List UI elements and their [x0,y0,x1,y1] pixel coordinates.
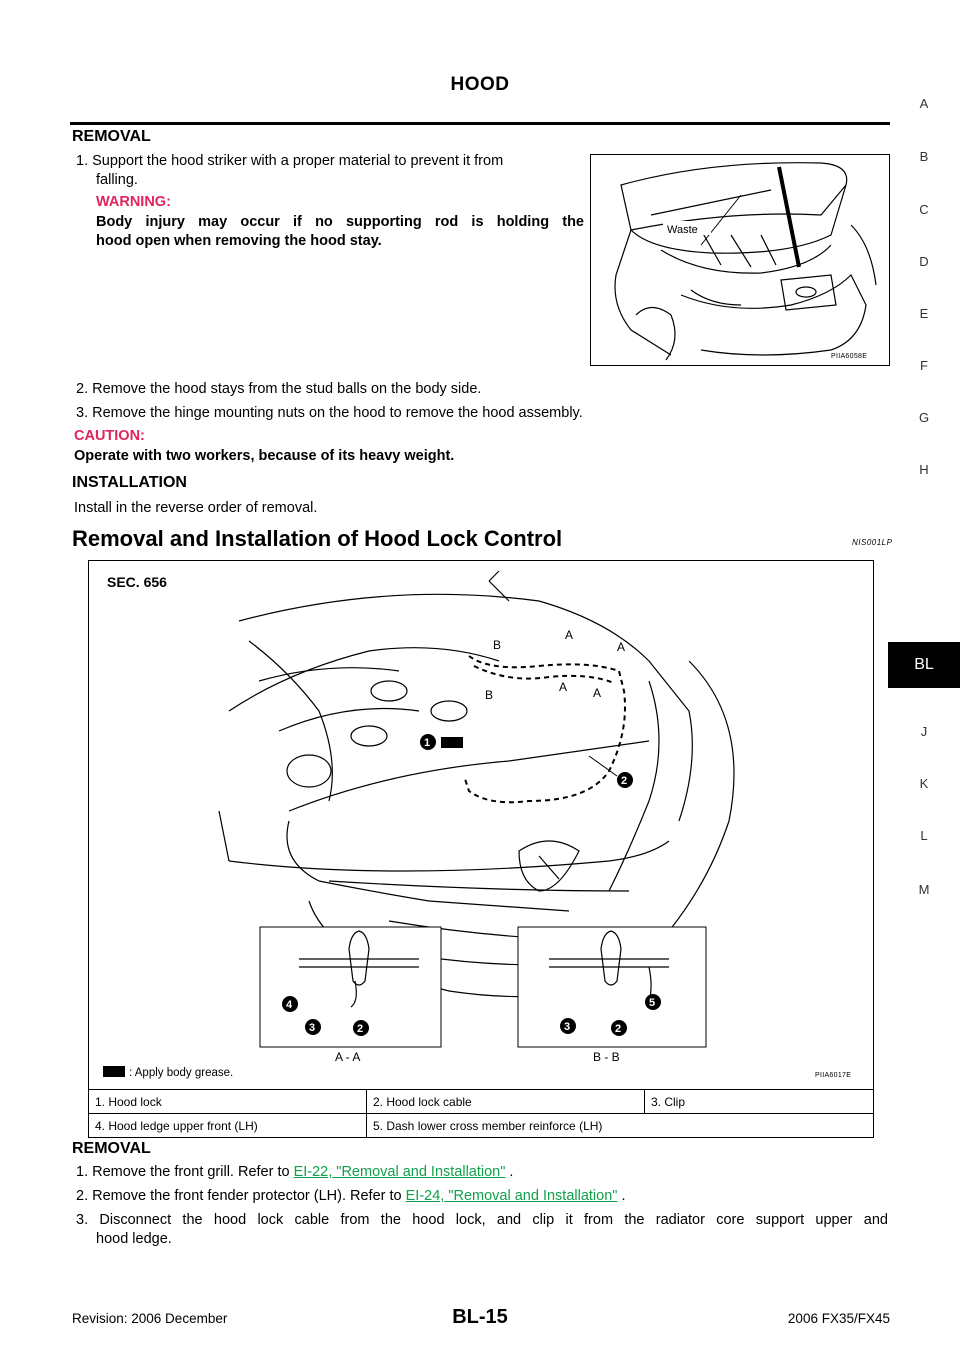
header-rule [70,122,890,125]
removal-step-1-cont: falling. [96,172,138,188]
side-tab-b[interactable]: B [919,149,929,164]
legend-cell: 5. Dash lower cross member reinforce (LH) [367,1114,874,1138]
sec-label: SEC. 656 [107,574,167,590]
view-bb-label: B - B [593,1050,620,1064]
removal2-step-3: 3. Disconnect the hood lock cable from the hood lock, and clip it from the radiator core support upper and [76,1212,888,1228]
removal2-step-1 [76,1163,513,1182]
letter-a-2: A [617,640,626,654]
callout-3-aa: 3 [309,1022,316,1034]
footer-page-number: BL-15 [452,1306,508,1328]
letter-b-1: B [493,638,502,652]
grease-icon-main [441,737,463,748]
hood-lock-illustration [89,561,873,1089]
side-tab-c[interactable]: C [919,202,929,217]
side-tab-a[interactable]: A [919,96,929,111]
ei22-link[interactable]: EI-22, "Removal and Installation" [293,1164,506,1180]
removal-heading: REMOVAL [72,128,151,145]
lock-section-title: Removal and Installation of Hood Lock Control [72,526,563,551]
side-tab-bl[interactable]: BL [888,642,960,688]
removal-step-1: 1. Support the hood striker with a proper material to prevent it from [76,153,504,169]
parts-legend-table [88,1089,874,1138]
letter-a-3: A [559,680,568,694]
view-aa-label: A - A [335,1050,361,1064]
table-row [89,1114,874,1138]
legend-cell: 4. Hood ledge upper front (LH) [89,1114,367,1138]
hood-stay-figure [590,154,890,366]
page-title: HOOD [450,74,510,95]
footer-revision: Revision: 2006 December [72,1311,228,1326]
warning-label: WARNING: [96,194,171,210]
hood-open-illustration [591,155,889,365]
caution-label: CAUTION: [74,428,145,444]
side-tab-e[interactable]: E [919,306,929,321]
figure2-code: PIIA6017E [815,1072,852,1079]
step-text: . [617,1188,626,1204]
step-text: . [505,1164,514,1180]
letter-b-2: B [485,688,494,702]
legend-cell: 3. Clip [645,1090,874,1114]
footer-model: 2006 FX35/FX45 [787,1311,890,1326]
callout-4: 4 [286,999,293,1011]
side-tab-j[interactable]: J [920,724,928,739]
lock-section-code: NIS001LP [852,538,893,547]
removal-step-3: 3. Remove the hinge mounting nuts on the hood to remove the hood assembly. [76,405,583,421]
callout-2-aa: 2 [357,1023,364,1035]
waste-label: Waste [667,224,698,236]
removal2-heading: REMOVAL [72,1140,151,1157]
legend-cell: 2. Hood lock cable [367,1090,645,1114]
side-tab-g[interactable]: G [918,410,930,425]
installation-heading: INSTALLATION [72,474,187,491]
side-tab-d[interactable]: D [919,254,929,269]
letter-a-1: A [565,628,574,642]
legend-cell: 1. Hood lock [89,1090,367,1114]
callout-5: 5 [649,997,656,1009]
hood-lock-figure [88,560,874,1090]
step-text: 2. Remove the front fender protector (LH). Refer to [76,1188,406,1204]
grease-note: : Apply body grease. [129,1067,234,1079]
side-tab-f[interactable]: F [920,358,928,373]
step-text: 1. Remove the front grill. Refer to [76,1164,294,1180]
callout-1: 1 [424,737,431,749]
removal-step-2: 2. Remove the hood stays from the stud balls on the body side. [76,381,482,397]
side-tab-l[interactable]: L [920,828,928,843]
removal2-step-2 [76,1187,625,1206]
side-tab-m[interactable]: M [918,882,930,897]
grease-icon-legend [103,1066,125,1077]
figure1-code: PIIA6058E [831,353,868,360]
removal2-step-3-cont: hood ledge. [96,1231,172,1247]
installation-text: Install in the reverse order of removal. [74,500,318,516]
warning-text-line-2: hood open when removing the hood stay. [96,233,382,249]
callout-2-bb: 2 [615,1023,622,1035]
callout-3-bb: 3 [564,1021,571,1033]
warning-text-line-1: Body injury may occur if no supporting rod is holding the [96,214,584,230]
ei24-link[interactable]: EI-24, "Removal and Installation" [405,1188,618,1204]
caution-text: Operate with two workers, because of its heavy weight. [74,448,455,464]
table-row [89,1090,874,1114]
side-tab-h[interactable]: H [919,462,929,477]
letter-a-4: A [593,686,602,700]
side-tab-k[interactable]: K [919,776,929,791]
callout-2: 2 [621,775,628,787]
